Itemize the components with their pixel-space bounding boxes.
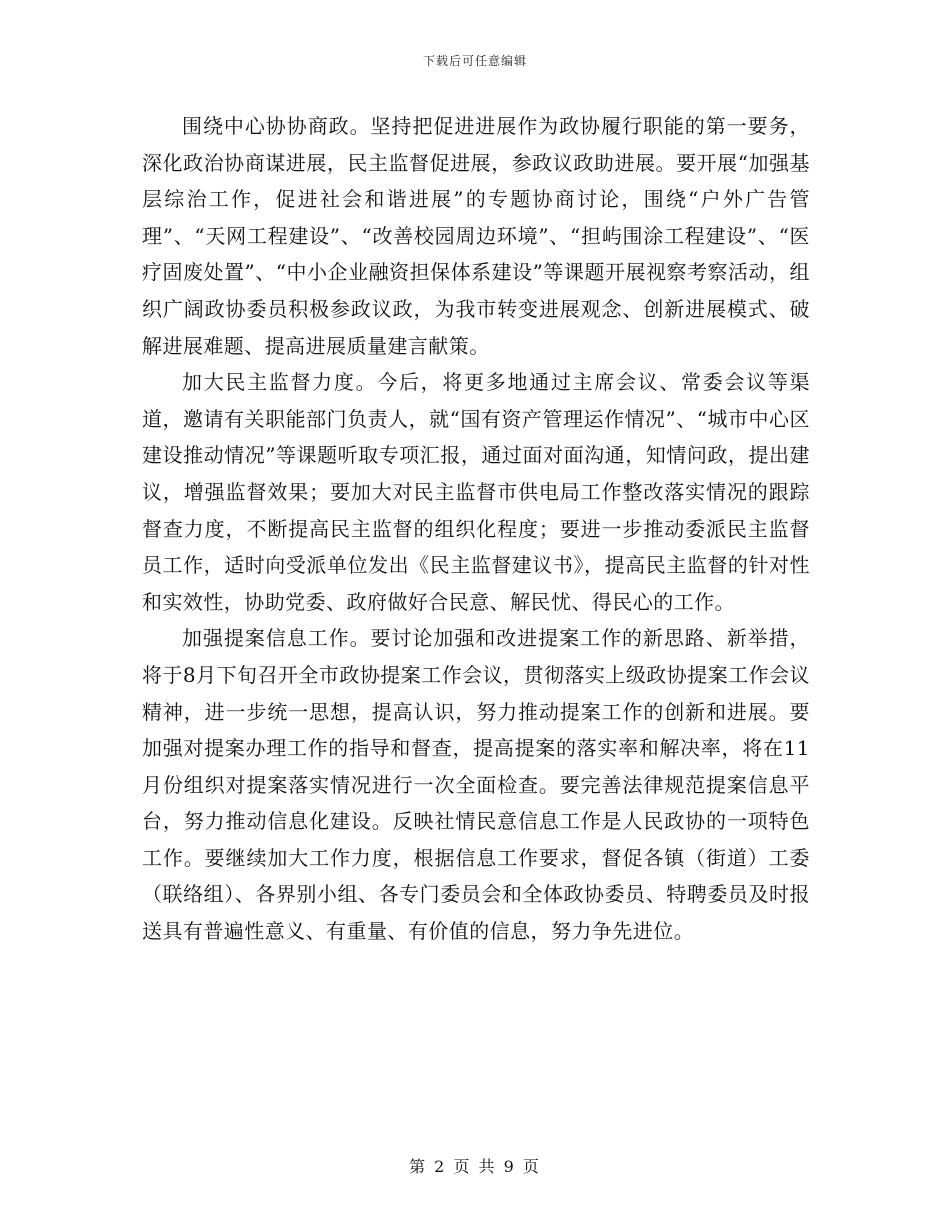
page-number: 第 2 页 共 9 页: [409, 1157, 541, 1176]
paragraph-consultation: 围绕中心协协商政。坚持把促进进展作为政协履行职能的第一要务，深化政治协商谋进展，民主监督促进展，参政议政助进展。要开展“加强基层综治工作，促进社会和谐进展”的专题协商讨论，围绕“户外广告管理”、“天网工程建设”、“改善校园周边环境”、“担屿围涂工程建设”、“医疗固废处置”、“中小企业融资担保体系建设”等课题开展视察考察活动，组织广阔政协委员积极参政议政，为我市转变进展观念、创新进展模式、破解进展难题、提高进展质量建言献策。: [142, 114, 810, 358]
header-note: 下载后可任意编辑: [422, 54, 527, 68]
paragraph-supervision: 加大民主监督力度。今后，将更多地通过主席会议、常委会议等渠道，邀请有关职能部门负责人，就“国有资产管理运作情况”、“城市中心区建设推动情况”等课题听取专项汇报，通过面对面沟通，知情问政，提出建议，增强监督效果；要加大对民主监督市供电局工作整改落实情况的跟踪督查力度，不断提高民主监督的组织化程度；要进一步推动委派民主监督员工作，适时向受派单位发出《民主监督建议书》，提高民主监督的针对性和实效性，协助党委、政府做好合民意、解民忧、得民心的工作。: [142, 370, 810, 614]
document-body: [142, 108, 810, 950]
paragraph-proposals: 加强提案信息工作。要讨论加强和改进提案工作的新思路、新举措，将于8月下旬召开全市政协提案工作会议，贯彻落实上级政协提案工作会议精神，进一步统一思想，提高认识，努力推动提案工作的创新和进展。要加强对提案办理工作的指导和督查，提高提案的落实率和解决率，将在11月份组织对提案落实情况进行一次全面检查。要完善法律规范提案信息平台，努力推动信息化建设。反映社情民意信息工作是人民政协的一项特色工作。要继续加大工作力度，根据信息工作要求，督促各镇（街道）工委（联络组）、各界别小组、各专门委员会和全体政协委员、特聘委员及时报送具有普遍性意义、有重量、有价值的信息，努力争先进位。: [142, 626, 810, 944]
